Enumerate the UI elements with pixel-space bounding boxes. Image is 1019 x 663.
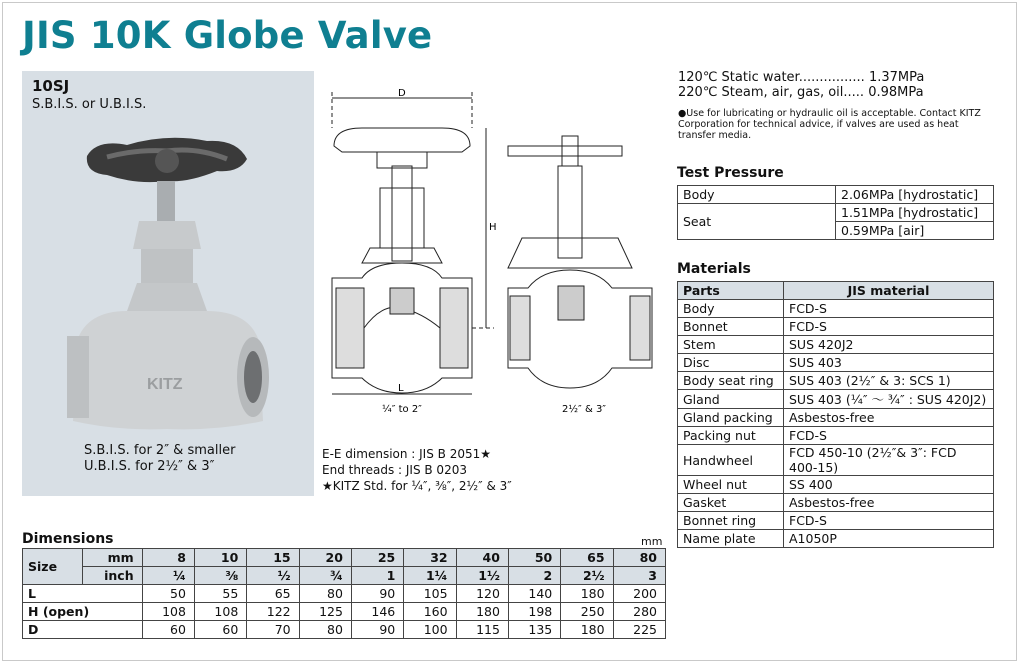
dimensions-table [22,548,666,639]
dimension-value-cell: 70 [247,621,299,639]
material-value-cell: FCD-S [784,300,994,318]
size-inch-cell: 2½ [561,567,613,585]
table-row [23,621,666,639]
inch-label: inch [82,567,142,585]
emboss-text: KITZ [147,376,183,393]
dimension-value-cell: 180 [561,585,613,603]
photo-note-line2: U.B.I.S. for 2½″ & 3″ [84,459,215,474]
dimension-value-cell: 108 [142,603,194,621]
model-number: 10SJ [32,77,70,95]
tp-body-value: 2.06MPa [hydrostatic] [836,186,994,204]
page-title: JIS 10K Globe Valve [22,14,433,57]
table-row [23,585,666,603]
dimension-value-cell: 90 [351,585,403,603]
table-row [678,372,994,390]
caption-right: 2½″ & 3″ [562,404,607,415]
material-part-cell: Gasket [678,494,784,512]
dimension-value-cell: 90 [351,621,403,639]
size-mm-cell: 8 [142,549,194,567]
col-parts-header: Parts [678,282,784,300]
size-inch-cell: ¾ [299,567,351,585]
test-pressure-table [677,185,994,240]
dimension-value-cell: 108 [194,603,246,621]
material-part-cell: Name plate [678,530,784,548]
usage-note: ●Use for lubricating or hydraulic oil is acceptable. Contact KITZ Corporation for technical advice, if valves are used as heat transfer media. [678,108,981,141]
material-part-cell: Bonnet [678,318,784,336]
dimension-value-cell: 105 [404,585,456,603]
table-header-row [23,549,666,567]
material-value-cell: FCD-S [784,318,994,336]
dimensions-unit: mm [641,535,663,548]
rating-line-1: 120℃ Static water................ 1.37MPa [678,70,925,85]
cross-section-drawing [322,88,672,428]
dimension-value-cell: 160 [404,603,456,621]
size-mm-cell: 25 [351,549,403,567]
dimension-value-cell: 65 [247,585,299,603]
size-inch-cell: ¼ [142,567,194,585]
standards-notes [322,446,512,494]
material-value-cell: A1050P [784,530,994,548]
table-row [678,512,994,530]
table-row [678,445,994,476]
dimension-value-cell: 100 [404,621,456,639]
tp-seat-label: Seat [678,204,836,240]
table-row [678,336,994,354]
dimension-value-cell: 225 [613,621,665,639]
dimension-value-cell: 55 [194,585,246,603]
dimension-value-cell: 280 [613,603,665,621]
size-inch-cell: 1½ [456,567,508,585]
materials-title: Materials [677,261,751,277]
size-mm-cell: 40 [456,549,508,567]
product-photo-panel [22,71,314,496]
tp-body-label: Body [678,186,836,204]
pressure-rating [678,70,924,100]
size-mm-cell: 20 [299,549,351,567]
table-row [678,476,994,494]
table-row [678,530,994,548]
dimension-label-cell: D [23,621,143,639]
table-header-row [23,567,666,585]
end-threads-note: End threads : JIS B 0203 [322,463,467,477]
material-value-cell: Asbestos-free [784,409,994,427]
dimension-value-cell: 60 [142,621,194,639]
material-value-cell: FCD 450-10 (2½″& 3″: FCD 400-15) [784,445,994,476]
size-inch-cell: 2 [508,567,560,585]
dimension-value-cell: 135 [508,621,560,639]
caption-left: ¼″ to 2″ [382,404,422,415]
dimension-value-cell: 180 [456,603,508,621]
size-label: Size [23,549,83,585]
dimension-label-cell: L [23,585,143,603]
table-row [678,390,994,409]
size-mm-cell: 80 [613,549,665,567]
dimension-value-cell: 198 [508,603,560,621]
kitz-std-note: ★KITZ Std. for ¼″, ⅜″, 2½″ & 3″ [322,479,512,493]
size-mm-cell: 65 [561,549,613,567]
material-value-cell: SUS 403 (¼″ 〜 ¾″ : SUS 420J2) [784,390,994,409]
size-inch-cell: 1 [351,567,403,585]
dimension-value-cell: 125 [299,603,351,621]
rating-line-2: 220℃ Steam, air, gas, oil..... 0.98MPa [678,85,924,100]
table-row [678,409,994,427]
col-material-header: JIS material [784,282,994,300]
size-mm-cell: 50 [508,549,560,567]
material-part-cell: Stem [678,336,784,354]
tp-seat-value-2: 0.59MPa [air] [836,222,994,240]
material-value-cell: Asbestos-free [784,494,994,512]
dimension-value-cell: 140 [508,585,560,603]
material-part-cell: Bonnet ring [678,512,784,530]
dimension-value-cell: 146 [351,603,403,621]
dim-l-label: L [398,383,404,394]
dimension-value-cell: 180 [561,621,613,639]
material-value-cell: SUS 420J2 [784,336,994,354]
material-value-cell: FCD-S [784,427,994,445]
material-value-cell: SS 400 [784,476,994,494]
dim-d-label: D [398,88,406,99]
table-row [678,354,994,372]
size-inch-cell: ½ [247,567,299,585]
model-subtitle: S.B.I.S. or U.B.I.S. [32,97,147,112]
materials-table [677,281,994,548]
material-part-cell: Body [678,300,784,318]
test-pressure-title: Test Pressure [677,165,784,181]
material-part-cell: Handwheel [678,445,784,476]
dimension-value-cell: 115 [456,621,508,639]
table-row [678,494,994,512]
size-inch-cell: 1¼ [404,567,456,585]
tp-seat-value-1: 1.51MPa [hydrostatic] [836,204,994,222]
size-inch-cell: ⅜ [194,567,246,585]
table-row [678,318,994,336]
material-value-cell: SUS 403 [784,354,994,372]
size-mm-cell: 10 [194,549,246,567]
dimension-value-cell: 200 [613,585,665,603]
material-value-cell: FCD-S [784,512,994,530]
table-row [678,427,994,445]
dimension-value-cell: 250 [561,603,613,621]
valve-photo [67,131,277,431]
size-inch-cell: 3 [613,567,665,585]
table-row [678,204,994,222]
table-row [678,300,994,318]
dimension-value-cell: 80 [299,585,351,603]
dimension-value-cell: 50 [142,585,194,603]
dimensions-title: Dimensions [22,531,114,547]
table-row [678,186,994,204]
material-part-cell: Body seat ring [678,372,784,390]
photo-note-line1: S.B.I.S. for 2″ & smaller [84,443,236,458]
mm-label: mm [82,549,142,567]
material-part-cell: Packing nut [678,427,784,445]
dimension-label-cell: H (open) [23,603,143,621]
ee-dimension-note: E-E dimension : JIS B 2051★ [322,447,491,461]
material-value-cell: SUS 403 (2½″ & 3: SCS 1) [784,372,994,390]
material-part-cell: Disc [678,354,784,372]
dimension-value-cell: 122 [247,603,299,621]
table-header-row [678,282,994,300]
size-mm-cell: 15 [247,549,299,567]
dimension-value-cell: 60 [194,621,246,639]
table-row [23,603,666,621]
dimension-value-cell: 80 [299,621,351,639]
material-part-cell: Gland packing [678,409,784,427]
dim-h-label: H [489,222,497,233]
size-mm-cell: 32 [404,549,456,567]
photo-note [84,443,235,475]
material-part-cell: Gland [678,390,784,409]
dimension-value-cell: 120 [456,585,508,603]
material-part-cell: Wheel nut [678,476,784,494]
